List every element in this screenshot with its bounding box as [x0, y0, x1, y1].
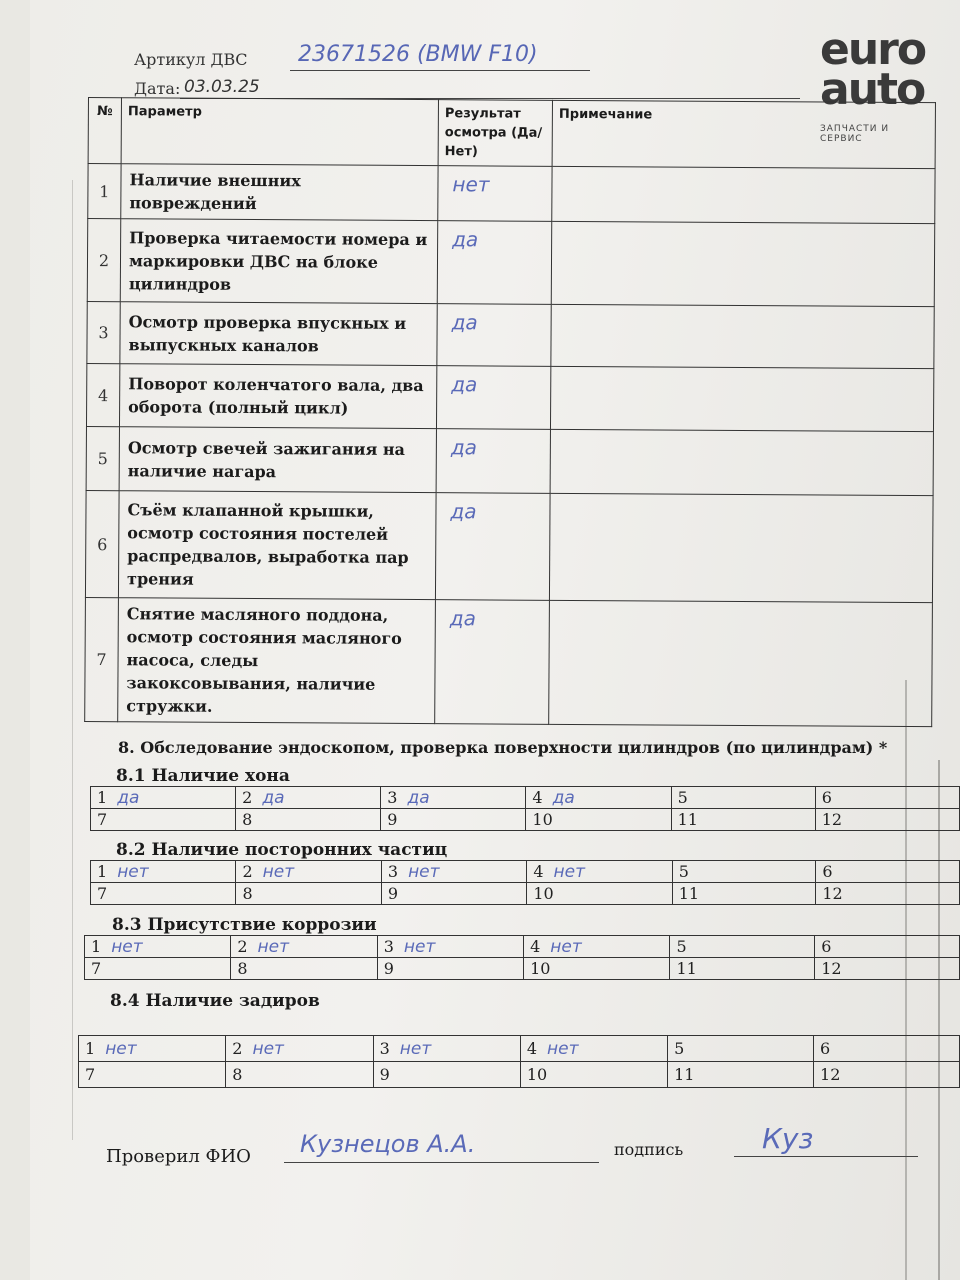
row-num: 7	[85, 597, 119, 721]
header-num: №	[88, 98, 121, 164]
row-note	[551, 304, 934, 368]
cylinder-cell: 9	[373, 1062, 520, 1088]
cylinder-cell: 5	[670, 936, 815, 958]
cylinder-cell: 4 нет	[527, 861, 672, 883]
row-result: да	[437, 304, 551, 367]
cylinder-cell: 3 да	[381, 787, 526, 809]
row-note	[549, 493, 933, 602]
cylinder-cell: 12	[815, 809, 959, 831]
cylinder-cell: 12	[815, 958, 960, 980]
row-num: 4	[86, 363, 119, 426]
row-note	[550, 366, 933, 431]
row-note	[551, 221, 934, 306]
row-num: 6	[85, 490, 119, 597]
cylinder-cell: 8	[236, 809, 381, 831]
logo-tagline: ЗАПЧАСТИ И СЕРВИС	[820, 124, 890, 144]
cylinder-table	[78, 1035, 960, 1088]
checked-by-underline	[284, 1162, 599, 1163]
cylinder-cell: 3 нет	[377, 936, 523, 958]
cylinder-cell: 6	[815, 936, 960, 958]
row-num: 3	[87, 301, 120, 363]
table-row	[86, 426, 933, 495]
row-result: да	[435, 493, 550, 601]
row-param: Снятие масляного поддона, осмотр состояния масляного насоса, следы закоксовывания, наличие стружки.	[118, 598, 436, 724]
row-param: Съём клапанной крышки, осмотр состояния постелей распредвалов, выработка пар трения	[118, 491, 436, 600]
cylinder-cell: 9	[377, 958, 523, 980]
row-param: Наличие внешних повреждений	[121, 164, 438, 221]
cylinder-cell: 7	[85, 958, 231, 980]
row-num: 2	[87, 219, 121, 302]
date-label: Дата:	[134, 79, 181, 98]
cylinder-cell: 9	[381, 883, 526, 905]
row-num: 1	[88, 164, 121, 219]
row-param: Осмотр проверка впускных и выпускных каналов	[120, 302, 437, 366]
cylinder-cell: 1 нет	[85, 936, 231, 958]
row-result: да	[435, 600, 550, 725]
cylinder-cell: 10	[527, 883, 672, 905]
row-result: да	[436, 366, 550, 430]
cylinder-cell: 8	[226, 1062, 373, 1088]
cylinder-cell: 1 нет	[79, 1036, 226, 1062]
header-note: Примечание	[552, 100, 935, 168]
cylinder-cell: 1 да	[91, 787, 236, 809]
cylinder-cell: 10	[526, 809, 671, 831]
row-result: да	[437, 221, 552, 305]
cylinder-cell: 3 нет	[373, 1036, 520, 1062]
checked-by-name: Кузнецов А.А.	[300, 1130, 476, 1158]
cylinder-cell: 1 нет	[91, 861, 236, 883]
cylinder-cell: 11	[672, 883, 816, 905]
cylinder-cell: 8	[231, 958, 377, 980]
cylinder-cell: 10	[520, 1062, 667, 1088]
inspection-table	[84, 97, 936, 727]
checked-by-label: Проверил ФИО	[106, 1146, 251, 1167]
cylinder-cell: 2 да	[236, 787, 381, 809]
date-value: 03.03.25	[184, 77, 260, 97]
cylinder-cell: 8	[236, 883, 381, 905]
cylinder-cell: 10	[524, 958, 670, 980]
subsection-title: 8.4 Наличие задиров	[110, 991, 320, 1011]
row-num: 5	[86, 426, 119, 490]
cylinder-cell: 11	[671, 809, 815, 831]
page-edge	[72, 180, 73, 1140]
table-header-row	[88, 98, 935, 169]
cylinder-cell: 4 да	[526, 787, 671, 809]
cylinder-cell: 7	[91, 809, 236, 831]
row-note	[552, 166, 935, 223]
table-row	[85, 490, 933, 602]
page-edge	[938, 760, 940, 1280]
cylinder-cell: 5	[671, 787, 815, 809]
cylinder-cell: 11	[668, 1062, 814, 1088]
article-underline	[290, 70, 590, 71]
signature-mark: Куз	[762, 1122, 814, 1155]
cylinder-cell: 7	[79, 1062, 226, 1088]
cylinder-cell: 5	[672, 861, 816, 883]
cylinder-table	[90, 860, 960, 905]
row-param: Осмотр свечей зажигания на наличие нагара	[119, 427, 436, 493]
table-row	[86, 363, 933, 431]
cylinder-cell: 3 нет	[381, 861, 526, 883]
cylinder-cell: 7	[91, 883, 236, 905]
row-result: нет	[438, 166, 552, 222]
cylinder-cell: 4 нет	[524, 936, 670, 958]
page-edge	[905, 680, 907, 1280]
subsection-title: 8.2 Наличие посторонних частиц	[116, 840, 448, 860]
subsection-title: 8.1 Наличие хона	[116, 766, 290, 786]
header-result: Результат осмотра (Да/Нет)	[438, 100, 552, 167]
cylinder-cell: 5	[668, 1036, 814, 1062]
cylinder-cell: 11	[670, 958, 815, 980]
row-param: Поворот коленчатого вала, два оборота (полный цикл)	[119, 364, 436, 429]
header-param: Параметр	[121, 98, 438, 166]
cylinder-cell: 6	[816, 861, 960, 883]
cylinder-cell: 2 нет	[226, 1036, 373, 1062]
cylinder-cell: 9	[381, 809, 526, 831]
cylinder-cell: 4 нет	[520, 1036, 667, 1062]
cylinder-table	[90, 786, 960, 831]
cylinder-cell: 2 нет	[236, 861, 381, 883]
table-row	[88, 164, 935, 224]
row-note	[549, 600, 933, 726]
logo-word-auto: auto	[820, 64, 925, 115]
cylinder-cell: 12	[816, 883, 960, 905]
table-row	[87, 301, 934, 368]
article-label: Артикул ДВС	[134, 50, 248, 69]
cylinder-cell: 12	[814, 1062, 960, 1088]
cylinder-cell: 6	[814, 1036, 960, 1062]
logo-word-euro: euro	[820, 24, 926, 75]
row-result: да	[436, 429, 550, 494]
table-row	[87, 219, 934, 307]
cylinder-cell: 2 нет	[231, 936, 377, 958]
cylinder-table	[84, 935, 960, 980]
signature-label: подпись	[614, 1140, 684, 1159]
section8-title: 8. Обследование эндоскопом, проверка поверхности цилиндров (по цилиндрам) *	[118, 738, 888, 757]
row-param: Проверка читаемости номера и маркировки ДВС на блоке цилиндров	[120, 219, 438, 304]
row-note	[550, 429, 933, 495]
article-value: 23671526 (BMW F10)	[298, 42, 538, 67]
table-row	[85, 597, 933, 726]
subsection-title: 8.3 Присутствие коррозии	[112, 915, 377, 935]
signature-underline	[734, 1156, 918, 1157]
cylinder-cell: 6	[815, 787, 959, 809]
